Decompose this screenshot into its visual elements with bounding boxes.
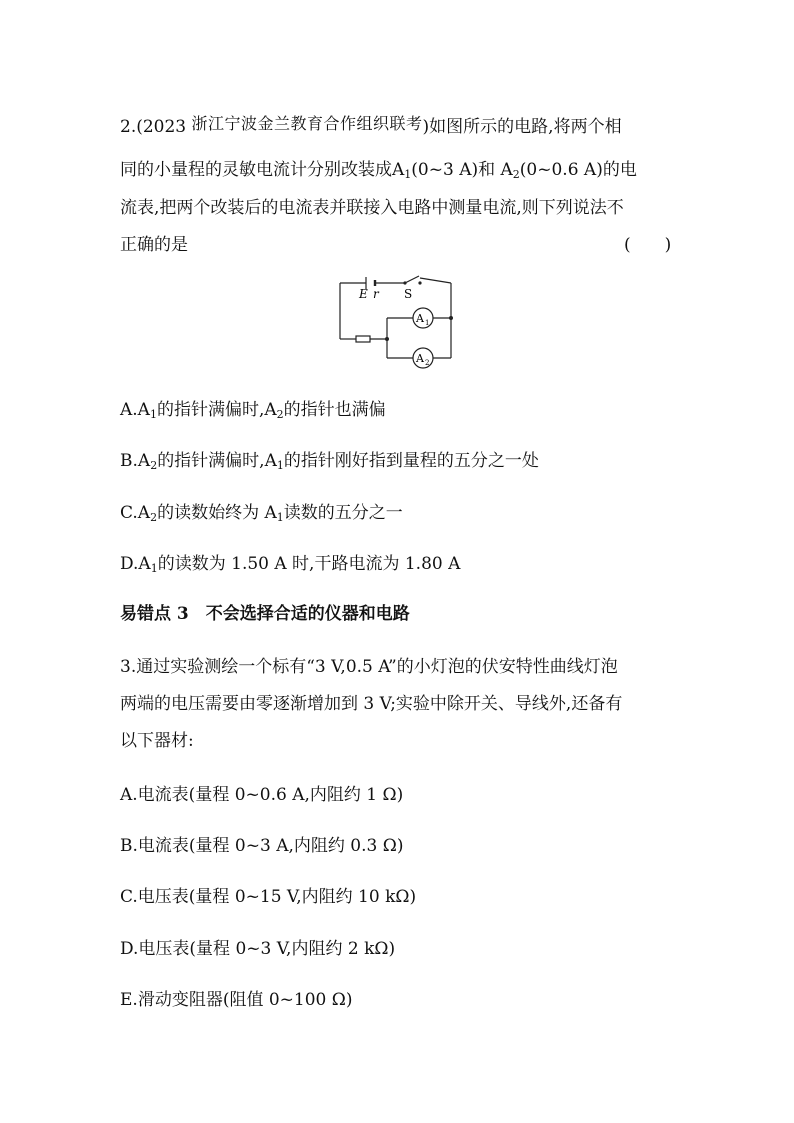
option-b-part: 的指针刚好指到量程的五分之一处 — [283, 451, 539, 471]
option-b-part: 的指针满偏时,A — [157, 451, 277, 471]
q2-option-a — [120, 398, 386, 422]
meter-A2-label: A — [416, 352, 424, 365]
label-r: r — [373, 287, 379, 301]
q2-option-b — [120, 449, 539, 473]
option-c-part: 的读数始终为 A — [157, 503, 277, 523]
subscript-2: 2 — [512, 168, 520, 181]
subscript-2: 2 — [150, 511, 158, 524]
q3-line-3: 以下器材: — [120, 731, 194, 751]
q2-stem-line2-b: (0~3 A)和 A — [411, 160, 513, 180]
subscript-2: 2 — [276, 408, 284, 421]
q2-line-4: 正确的是 — [120, 235, 188, 255]
option-c-part: 读数的五分之一 — [283, 503, 403, 523]
q2-number: 2.(2023 — [120, 117, 192, 137]
q2-stem-line2-a: 同的小量程的灵敏电流计分别改装成A — [120, 160, 405, 180]
q2-option-c — [120, 501, 403, 525]
subscript-1: 1 — [276, 459, 284, 472]
subscript-1: 1 — [404, 168, 412, 181]
subscript-1: 1 — [150, 562, 158, 575]
q3-item-a: A.电流表(量程 0~0.6 A,内阻约 1 Ω) — [120, 785, 404, 805]
q3-item-b: B.电流表(量程 0~3 A,内阻约 0.3 Ω) — [120, 836, 404, 856]
meter-A2-subscript: 2 — [425, 359, 430, 367]
q2-option-d — [120, 552, 460, 576]
subscript-2: 2 — [150, 459, 158, 472]
q3-line-2: 两端的电压需要由零逐渐增加到 3 V;实验中除开关、导线外,还备有 — [120, 694, 623, 714]
q2-line-2 — [120, 158, 637, 182]
switch-symbol — [403, 281, 421, 284]
q3-item-e: E.滑动变阻器(阻值 0~100 Ω) — [120, 990, 353, 1010]
subscript-1: 1 — [149, 408, 157, 421]
option-b-part: B.A — [120, 451, 151, 471]
q2-source: 浙江宁波金兰教育合作组织联考 — [191, 114, 423, 133]
q2-line-3: 流表,把两个改装后的电流表并联接入电路中测量电流,则下列说法不 — [120, 198, 624, 218]
label-E: E — [359, 287, 368, 301]
q3-item-c: C.电压表(量程 0~15 V,内阻约 10 kΩ) — [120, 887, 417, 907]
meter-A1-subscript: 1 — [425, 319, 430, 327]
option-c-part: C.A — [120, 503, 151, 523]
label-S: S — [404, 287, 413, 301]
subscript-1: 1 — [276, 511, 284, 524]
option-a-part: 的指针也满偏 — [283, 400, 386, 420]
meter-A1-label: A — [416, 312, 424, 325]
option-d-part: 的读数为 1.50 A 时,干路电流为 1.80 A — [157, 554, 461, 574]
q2-stem-line1-end: )如图所示的电路,将两个相 — [422, 117, 622, 137]
section-heading: 易错点 3 不会选择合适的仪器和电路 — [120, 604, 410, 624]
q3-line-1: 3.通过实验测绘一个标有“3 V,0.5 A”的小灯泡的伏安特性曲线灯泡 — [120, 657, 618, 677]
battery-symbol — [366, 277, 375, 289]
q3-item-d: D.电压表(量程 0~3 V,内阻约 2 kΩ) — [120, 939, 396, 959]
q2-line-1 — [120, 112, 622, 139]
q2-stem-line2-c: (0~0.6 A)的电 — [519, 160, 637, 180]
option-d-part: D.A — [120, 554, 151, 574]
answer-bracket: ( ) — [624, 235, 672, 255]
option-a-part: 的指针满偏时,A — [156, 400, 277, 420]
option-a-part: A.A — [120, 400, 150, 420]
